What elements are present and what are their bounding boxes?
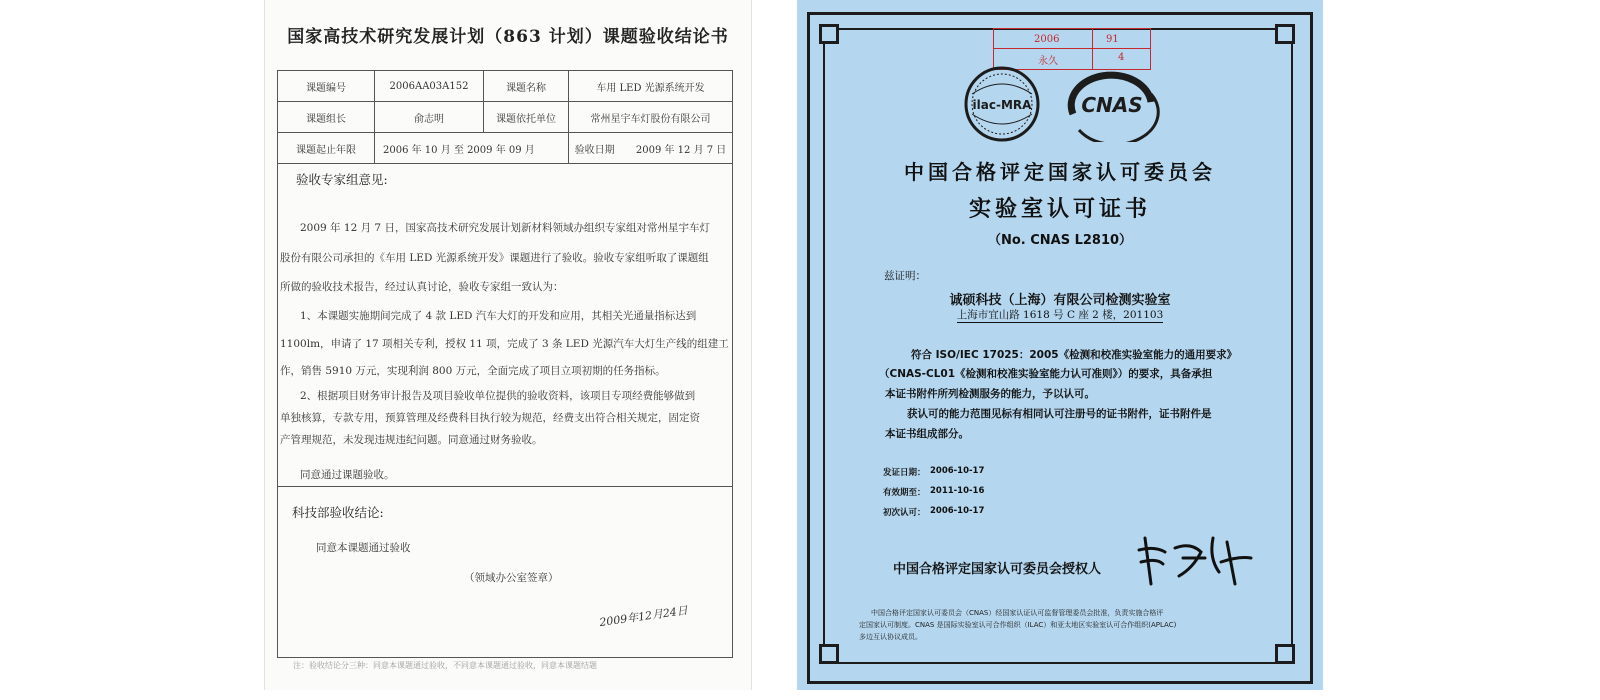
table-row: [278, 71, 733, 102]
laboratory-address-text: 上海市宜山路 1618 号 C 座 2 楼，201103: [956, 309, 1164, 321]
handwritten-date: 2009年12月24日: [598, 603, 689, 630]
corner-ornament: [819, 644, 839, 664]
opinion-line: 产管理规范，未发现违规违纪问题。同意通过财务验收。: [280, 434, 543, 446]
laboratory-name: 诚硕科技（上海）有限公司检测实验室: [949, 293, 1171, 308]
acceptance-date-cell: [569, 133, 733, 164]
ministry-conclusion-section: [277, 486, 733, 658]
label-project-name: 课题名称: [484, 71, 569, 102]
opinion-line: 1、本课题实施期间完成了 4 款 LED 汽车大灯的开发和应用，其相关光通量指标达到: [300, 310, 697, 322]
conclusion-text: 同意本课题通过验收: [316, 542, 411, 554]
accreditation-certificate: [797, 0, 1323, 690]
table-row: [278, 102, 733, 133]
value-project-number: 2006AA03A152: [375, 71, 484, 102]
stamp-number: 91: [1106, 34, 1119, 45]
body-line: 获认可的能力范围见标有相同认可注册号的证书附件，证书附件是: [907, 408, 1212, 420]
expert-opinion-section: [277, 164, 733, 487]
ilac-logo-text: ilac-MRA: [972, 98, 1032, 112]
cnas-logo: [1059, 66, 1165, 142]
opinion-line: 1100lm，申请了 17 项相关专利，授权 11 项，完成了 3 条 LED 光源汽车大灯生产线的组建工: [280, 338, 729, 350]
authorized-signatory-label: 中国合格评定国家认可委员会授权人: [893, 562, 1102, 577]
initial-accreditation-value: 2006-10-17: [930, 506, 985, 516]
stamp-retention: 永久: [1038, 56, 1058, 67]
value-project-period: 2006 年 10 月 至 2009 年 09 月: [375, 133, 569, 164]
corner-ornament: [1275, 24, 1295, 44]
value-project-leader: 俞志明: [375, 102, 484, 133]
corner-ornament: [1275, 644, 1295, 664]
opinion-line: 股份有限公司承担的《车用 LED 光源系统开发》课题进行了验收。验收专家组听取了课题组: [280, 252, 709, 264]
opinion-line: 所做的验收技术报告，经过认真讨论，验收专家组一致认为：: [280, 281, 564, 293]
certificate-footnote-line: 中国合格评定国家认可委员会（CNAS）经国家认证认可监督管理委员会批准，负责实施合格评: [871, 609, 1164, 617]
valid-until-label: 有效期至：: [883, 488, 926, 498]
opinion-line: 作，销售 5910 万元，实现利润 800 万元，全面完成了项目立项初期的任务指标。: [280, 365, 666, 377]
certificate-footnote-line: 定国家认可制度。CNAS 是国际实验室认可合作组织（ILAC）和亚太地区实验室认可合作组织(APLAC): [859, 621, 1177, 629]
stamp-divider: [994, 29, 1150, 49]
opinion-line: 2、根据项目财务审计报告及项目验收单位提供的验收资料，该项目专项经费能够做到: [300, 390, 696, 402]
body-line: 符合 ISO/IEC 17025：2005《检测和校准实验室能力的通用要求》: [911, 349, 1238, 361]
opinion-line: 单独核算，专款专用，预算管理及经费科目执行较为规范，经费支出符合相关规定，固定资: [280, 412, 700, 424]
stamp-divider: [1092, 29, 1093, 69]
value-acceptance-date: 2009 年 12 月 7 日: [635, 144, 727, 156]
body-line: 本证书附件所列检测服务的能力，予以认可。: [885, 388, 1095, 400]
document-title: 国家高技术研究发展计划（863 计划）课题验收结论书: [287, 27, 729, 47]
issue-date-label: 发证日期：: [883, 468, 926, 478]
corner-ornament: [819, 24, 839, 44]
handwritten-signature: [1135, 528, 1255, 592]
project-info-table: [277, 70, 733, 164]
laboratory-address: [797, 307, 1323, 322]
certificate-title: 实验室认可证书: [968, 197, 1151, 222]
certify-label: 兹证明：: [884, 270, 926, 282]
stamp-copy: 4: [1118, 52, 1125, 63]
certificate-number: （No. CNAS L2810）: [987, 233, 1133, 248]
acceptance-document: [264, 0, 752, 690]
ilac-mra-logo: [957, 64, 1047, 144]
body-line: 本证书组成部分。: [885, 428, 969, 440]
initial-accreditation-label: 初次认可：: [883, 508, 926, 518]
certificate-footnote-line: 多边互认协议成员。: [859, 633, 922, 641]
council-title: 中国合格评定国家认可委员会: [904, 160, 1216, 184]
value-project-name: 车用 LED 光源系统开发: [569, 71, 733, 102]
document-footnote: 注：验收结论分三种：同意本课题通过验收，不同意本课题通过验收，同意本课题结题: [293, 661, 597, 670]
stamp-year: 2006: [1034, 34, 1060, 45]
opinion-line: 2009 年 12 月 7 日，国家高技术研究发展计划新材料领域办组织专家组对常州星宇车灯: [300, 222, 710, 234]
label-project-leader: 课题组长: [278, 102, 375, 133]
body-line: （CNAS-CL01《检测和校准实验室能力认可准则》）的要求，具备承担: [879, 368, 1213, 380]
label-acceptance-date: 验收日期: [574, 144, 615, 156]
issue-date-value: 2006-10-17: [930, 466, 985, 476]
label-host-unit: 课题依托单位: [484, 102, 569, 133]
value-host-unit: 常州星宇车灯股份有限公司: [569, 102, 733, 133]
label-project-period: 课题起止年限: [278, 133, 375, 164]
valid-until-value: 2011-10-16: [930, 486, 985, 496]
opinion-line: 同意通过课题验收。: [300, 469, 395, 481]
cnas-logo-text: CNAS: [1081, 93, 1143, 117]
table-row: [278, 133, 733, 164]
office-seal-label: （领域办公室签章）: [464, 572, 559, 584]
conclusion-heading: 科技部验收结论:: [292, 505, 384, 520]
label-project-number: 课题编号: [278, 71, 375, 102]
opinion-heading: 验收专家组意见:: [296, 172, 388, 187]
